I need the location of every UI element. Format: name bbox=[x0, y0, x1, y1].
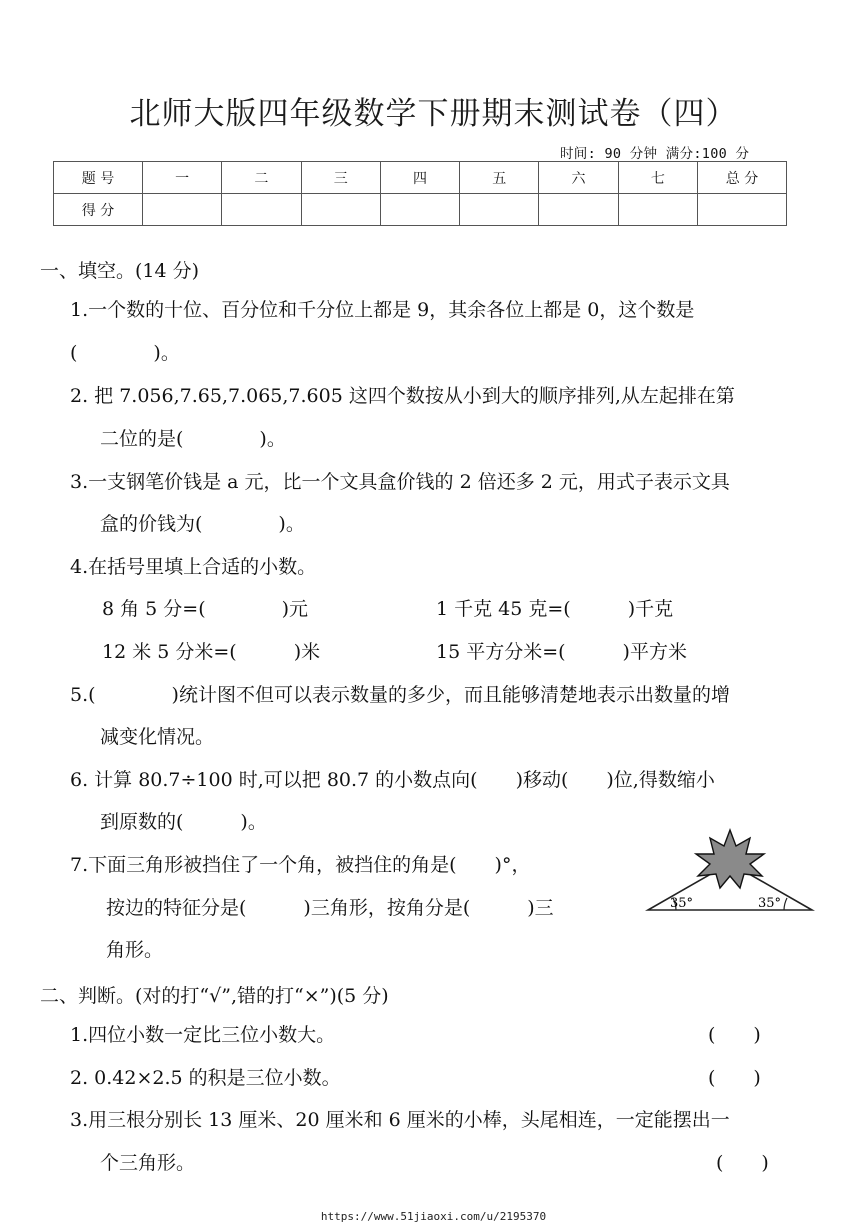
question-5-line-1: 5.( )统计图不但可以表示数量的多少，而且能够清楚地表示出数量的增 bbox=[70, 684, 730, 706]
question-4-part-d: 15 平方分米=( )平方米 bbox=[436, 641, 687, 663]
score-header-cell: 二 bbox=[222, 162, 301, 194]
question-7-line-3: 角形。 bbox=[106, 939, 164, 961]
judge-answer-paren-2[interactable]: ( ) bbox=[708, 1067, 761, 1089]
judge-question-1: 1.四位小数一定比三位小数大。 bbox=[70, 1024, 336, 1046]
score-header-cell: 七 bbox=[618, 162, 697, 194]
question-7-line-1: 7.下面三角形被挡住了一个角，被挡住的角是( )°， bbox=[70, 854, 531, 876]
question-5-line-2: 减变化情况。 bbox=[100, 726, 215, 748]
question-2-line-2: 二位的是( )。 bbox=[100, 428, 286, 450]
score-cell[interactable] bbox=[460, 194, 539, 226]
time-info: 时间: 90 分钟 满分:100 分 bbox=[560, 146, 750, 162]
score-header-cell: 四 bbox=[380, 162, 459, 194]
judge-question-2: 2. 0.42×2.5 的积是三位小数。 bbox=[70, 1067, 341, 1089]
question-2-line-1: 2. 把 7.056,7.65,7.065,7.605 这四个数按从小到大的顺序排列,从左起排在第 bbox=[70, 385, 735, 407]
judge-answer-paren-3[interactable]: ( ) bbox=[716, 1152, 769, 1174]
question-3-line-1: 3.一支钢笔价钱是 a 元，比一个文具盒价钱的 2 倍还多 2 元，用式子表示文具 bbox=[70, 471, 730, 493]
question-7-line-2: 按边的特征分是( )三角形，按角分是( )三 bbox=[106, 897, 554, 919]
score-table-score-row bbox=[54, 194, 787, 226]
judge-question-3-line-1: 3.用三根分别长 13 厘米、20 厘米和 6 厘米的小棒，头尾相连，一定能摆出一 bbox=[70, 1109, 730, 1131]
right-angle-label: 35° bbox=[758, 896, 782, 911]
score-cell[interactable] bbox=[301, 194, 380, 226]
score-cell[interactable] bbox=[698, 194, 787, 226]
question-3-line-2: 盒的价钱为( )。 bbox=[100, 513, 305, 535]
score-cell[interactable] bbox=[618, 194, 697, 226]
score-cell[interactable] bbox=[222, 194, 301, 226]
question-1-line-1: 1.一个数的十位、百分位和千分位上都是 9，其余各位上都是 0，这个数是 bbox=[70, 299, 695, 321]
score-cell[interactable] bbox=[380, 194, 459, 226]
score-row-label: 得 分 bbox=[54, 194, 143, 226]
question-6-line-1: 6. 计算 80.7÷100 时,可以把 80.7 的小数点向( )移动( )位,得数缩小 bbox=[70, 769, 715, 791]
score-header-cell: 六 bbox=[539, 162, 618, 194]
question-4-part-c: 12 米 5 分米=( )米 bbox=[102, 641, 321, 663]
footer-url: https://www.51jiaoxi.com/u/2195370 bbox=[320, 1210, 547, 1223]
question-4-part-a: 8 角 5 分=( )元 bbox=[102, 598, 309, 620]
score-header-cell: 三 bbox=[301, 162, 380, 194]
section-2-heading: 二、判断。(对的打“√”,错的打“×”)(5 分) bbox=[40, 985, 389, 1007]
question-1-line-2: ( )。 bbox=[70, 342, 180, 364]
judge-question-3-line-2: 个三角形。 bbox=[100, 1152, 196, 1174]
score-table-header-row bbox=[54, 162, 787, 194]
score-cell[interactable] bbox=[143, 194, 222, 226]
covered-triangle-figure bbox=[640, 828, 820, 918]
right-angle-arc bbox=[784, 898, 787, 910]
question-4-part-b: 1 千克 45 克=( )千克 bbox=[436, 598, 674, 620]
covered-angle-blot bbox=[696, 830, 764, 888]
score-cell[interactable] bbox=[539, 194, 618, 226]
section-1-heading: 一、填空。(14 分) bbox=[40, 260, 200, 282]
page-title: 北师大版四年级数学下册期末测试卷（四） bbox=[129, 96, 738, 132]
question-6-line-2: 到原数的( )。 bbox=[100, 811, 267, 833]
left-angle-label: 35° bbox=[670, 896, 694, 911]
judge-answer-paren-1[interactable]: ( ) bbox=[708, 1024, 761, 1046]
score-header-cell: 题 号 bbox=[54, 162, 143, 194]
score-header-cell: 总 分 bbox=[698, 162, 787, 194]
score-table bbox=[53, 161, 787, 226]
question-4-line-1: 4.在括号里填上合适的小数。 bbox=[70, 556, 317, 578]
score-header-cell: 五 bbox=[460, 162, 539, 194]
score-header-cell: 一 bbox=[143, 162, 222, 194]
